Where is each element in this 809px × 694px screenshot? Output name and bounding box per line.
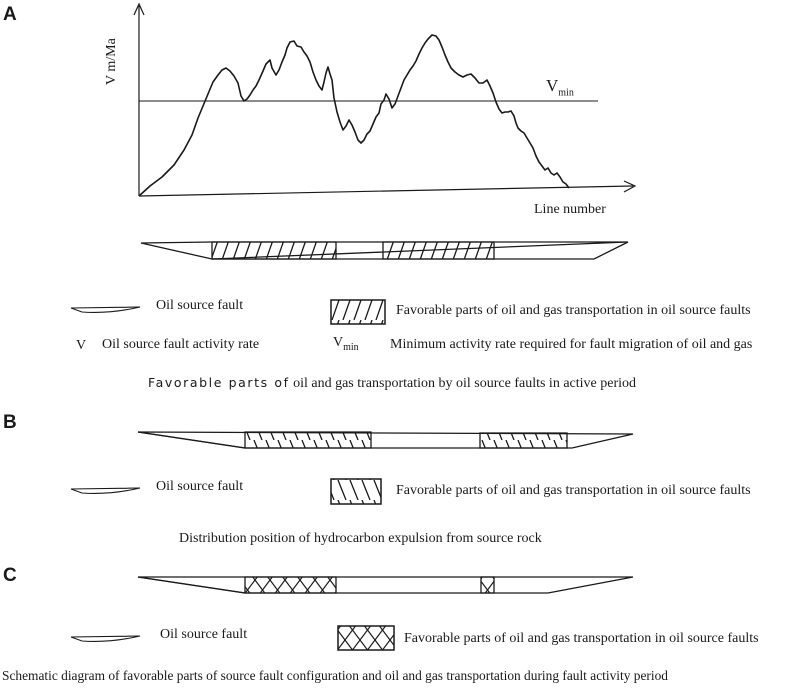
favorable-zone-a2 [383,242,494,259]
legend-vmin-symbol: $V_{min}$ [333,335,359,353]
legend-vmin-label: Minimum activity rate required for fault migration of oil and gas [390,337,753,352]
activity-rate-curve [139,35,569,196]
caption-b: Distribution position of hydrocarbon expulsion from source rock [179,531,542,546]
x-axis [139,186,633,196]
forward-hatch-icon [331,300,385,324]
legend-fault-label-a: Oil source fault [156,298,244,313]
panel-label-c: C [3,565,17,586]
favorable-zone-a1 [212,242,336,259]
legend-v-label: Oil source fault activity rate [102,337,260,352]
caption-c: Schematic diagram of favorable parts of source fault configuration and oil and gas transportation during fault activity period [2,668,668,683]
vmin-threshold-label: $V_{min}$ [546,76,574,99]
fault-body-b [138,432,633,448]
back-hatch-icon [331,479,381,504]
legend-v-symbol: V [76,338,87,353]
fault-lens-icon [71,307,140,312]
crosshatch-icon [338,626,394,650]
legend-fault-label-c: Oil source fault [160,627,248,642]
fault-lens-icon [71,488,140,493]
activity-rate-chart [134,4,635,196]
favorable-zone-b2 [480,433,567,448]
y-axis-label: V m/Ma [104,38,119,85]
x-axis-label: Line number [534,202,606,217]
panel-label-b: B [3,412,17,433]
favorable-zone-c2 [481,577,494,593]
legend-favorable-label-b: Favorable parts of oil and gas transportation in oil source faults [396,483,751,498]
legend-fault-label-b: Oil source fault [156,479,244,494]
fault-body-c [138,577,633,593]
legend-favorable-label-c: Favorable parts of oil and gas transportation in oil source faults [404,631,759,646]
panel-label-a: A [3,4,17,25]
legend-favorable-label-a: Favorable parts of oil and gas transportation in oil source faults [396,303,751,318]
favorable-zone-b1 [245,432,371,448]
favorable-zone-c1 [245,577,336,593]
fault-lens-icon [71,636,140,641]
fault-body-a [141,242,628,259]
caption-a: Favorable parts of oil and gas transportation by oil source faults in active period [148,375,637,391]
